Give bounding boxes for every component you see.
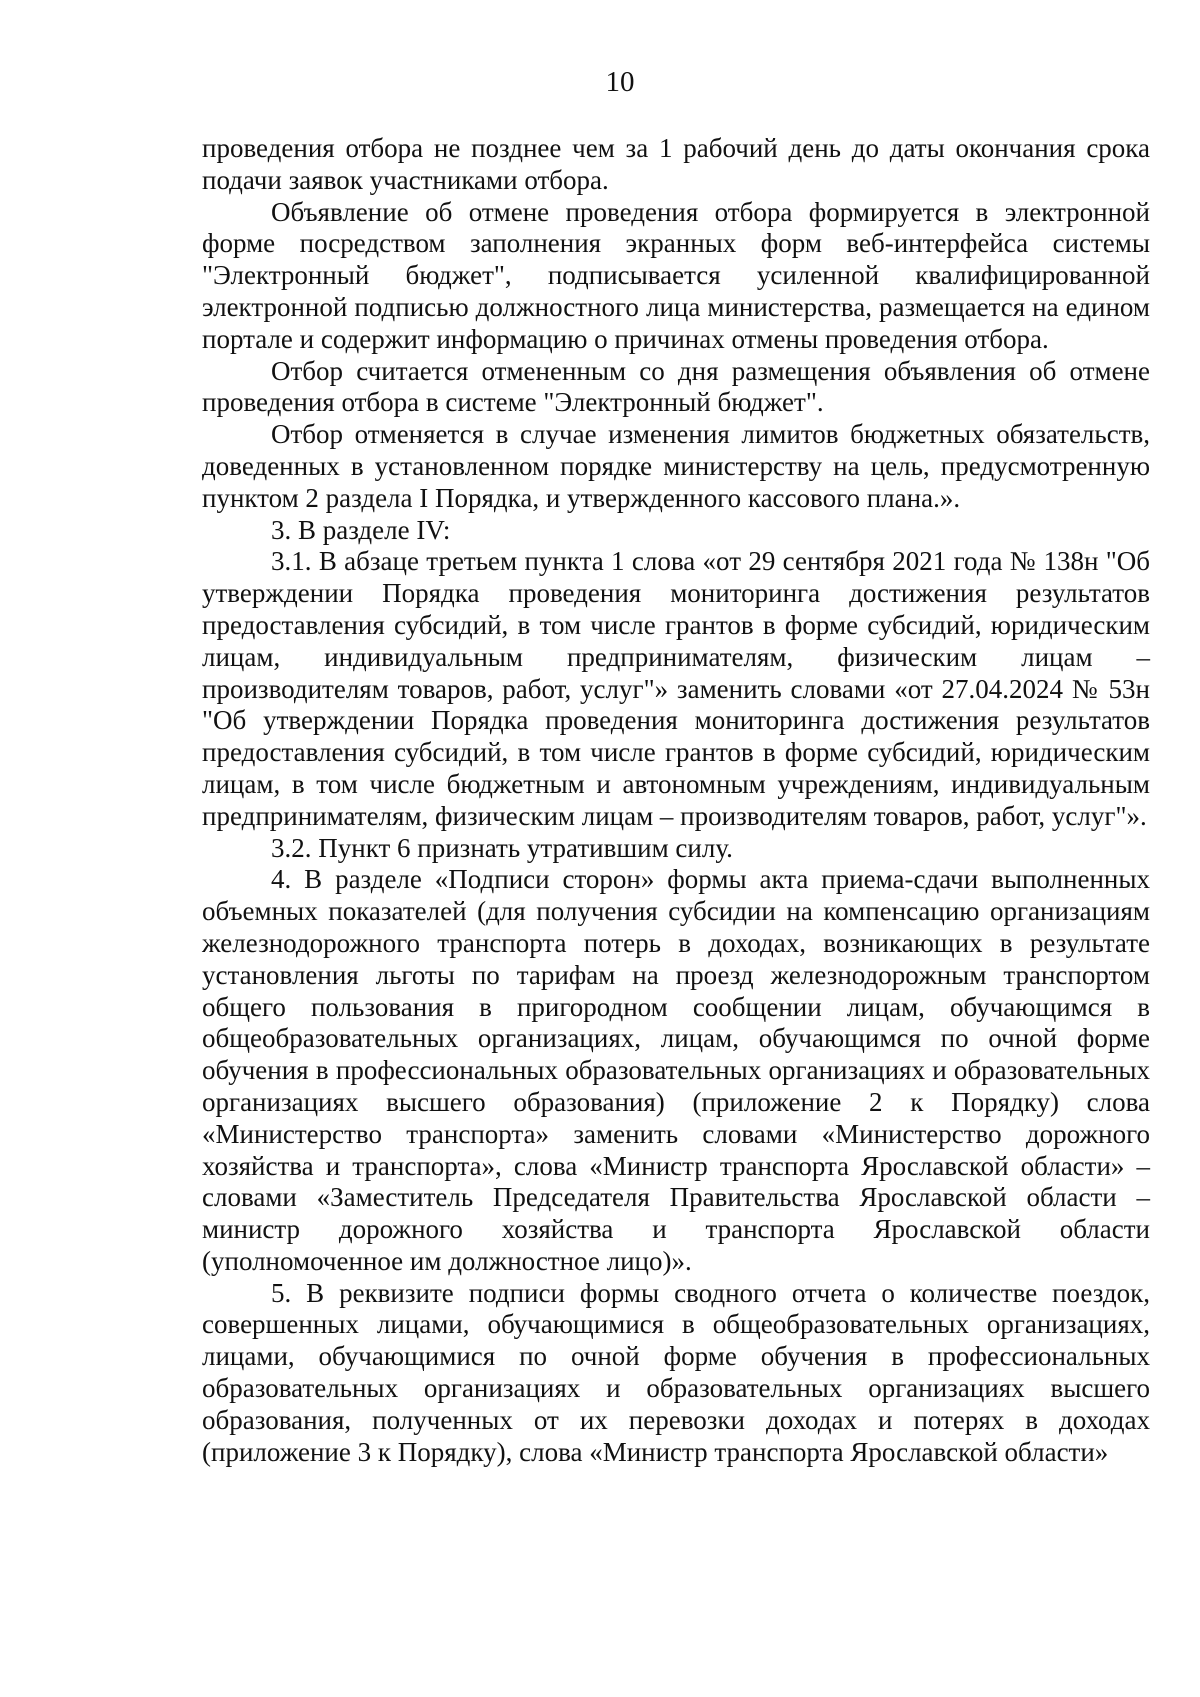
paragraph-selection-cancelled: Отбор считается отмененным со дня размещения объявления об отмене проведения отбора в системе "Электронный бюджет". xyxy=(202,355,1150,418)
page-number: 10 xyxy=(605,66,635,98)
paragraph-item-4: 4. В разделе «Подписи сторон» формы акта приема-сдачи выполненных объемных показателей (для получения субсидии на компенсацию организациям железнодорожного транспорта потерь в доходах, возникающих в результате установления льготы по тарифам на проезд железнодорожным транспортом общего пользования в пригородном сообщении лицам, обучающимся в общеобразовательных организациях, лицам, обучающимся по очной форме обучения в профессиональных образовательных организациях и образовательных организациях высшего образования) (приложение 2 к Порядку) слова «Министерство транспорта» заменить словами «Министерство дорожного хозяйства и транспорта», слова «Министр транспорта Ярославской области» – словами «Заместитель Председателя Правительства Ярославской области – министр дорожного хозяйства и транспорта Ярославской области (уполномоченное им должностное лицо)». xyxy=(202,864,1150,1276)
paragraph-selection-cancellation-case: Отбор отменяется в случае изменения лимитов бюджетных обязательств, доведенных в установленном порядке министерству на цель, предусмотренную пунктом 2 раздела I Порядка, и утвержденного кассового плана.». xyxy=(202,419,1150,513)
paragraph-continuation: проведения отбора не позднее чем за 1 рабочий день до даты окончания срока подачи заявок участниками отбора. xyxy=(202,133,1150,195)
paragraph-item-5: 5. В реквизите подписи формы сводного отчета о количестве поездок, совершенных лицами, обучающимися в общеобразовательных организациях, лицами, обучающимися по очной форме обучения в профессиональных образовательных организациях и образовательных организациях высшего образования, полученных от их перевозки доходах и потерях в доходах (приложение 3 к Порядку), слова «Министр транспорта Ярославской области» xyxy=(202,1277,1150,1467)
document-body xyxy=(202,133,1150,1468)
paragraph-item-3-1: 3.1. В абзаце третьем пункта 1 слова «от 29 сентября 2021 года № 138н "Об утверждении Порядка проведения мониторинга достижения результатов предоставления субсидий, в том числе грантов в форме субсидий, юридическим лицам, индивидуальным предпринимателям, физическим лицам – производителям товаров, работ, услуг"» заменить словами «от 27.04.2024 № 53н "Об утверждении Порядка проведения мониторинга достижения результатов предоставления субсидий, в том числе грантов в форме субсидий, юридическим лицам, в том числе бюджетным и автономным учреждениям, индивидуальным предпринимателям, физическим лицам – производителям товаров, работ, услуг"». xyxy=(202,546,1150,831)
paragraph-cancellation-announcement: Объявление об отмене проведения отбора формируется в электронной форме посредством заполнения экранных форм веб-интерфейса системы "Электронный бюджет", подписывается усиленной квалифицированной электронной подписью должностного лица министерства, размещается на едином портале и содержит информацию о причинах отмены проведения отбора. xyxy=(202,196,1150,354)
paragraph-section-iv: 3. В разделе IV: xyxy=(271,514,451,545)
paragraph-item-3-2: 3.2. Пункт 6 признать утратившим силу. xyxy=(271,832,733,863)
